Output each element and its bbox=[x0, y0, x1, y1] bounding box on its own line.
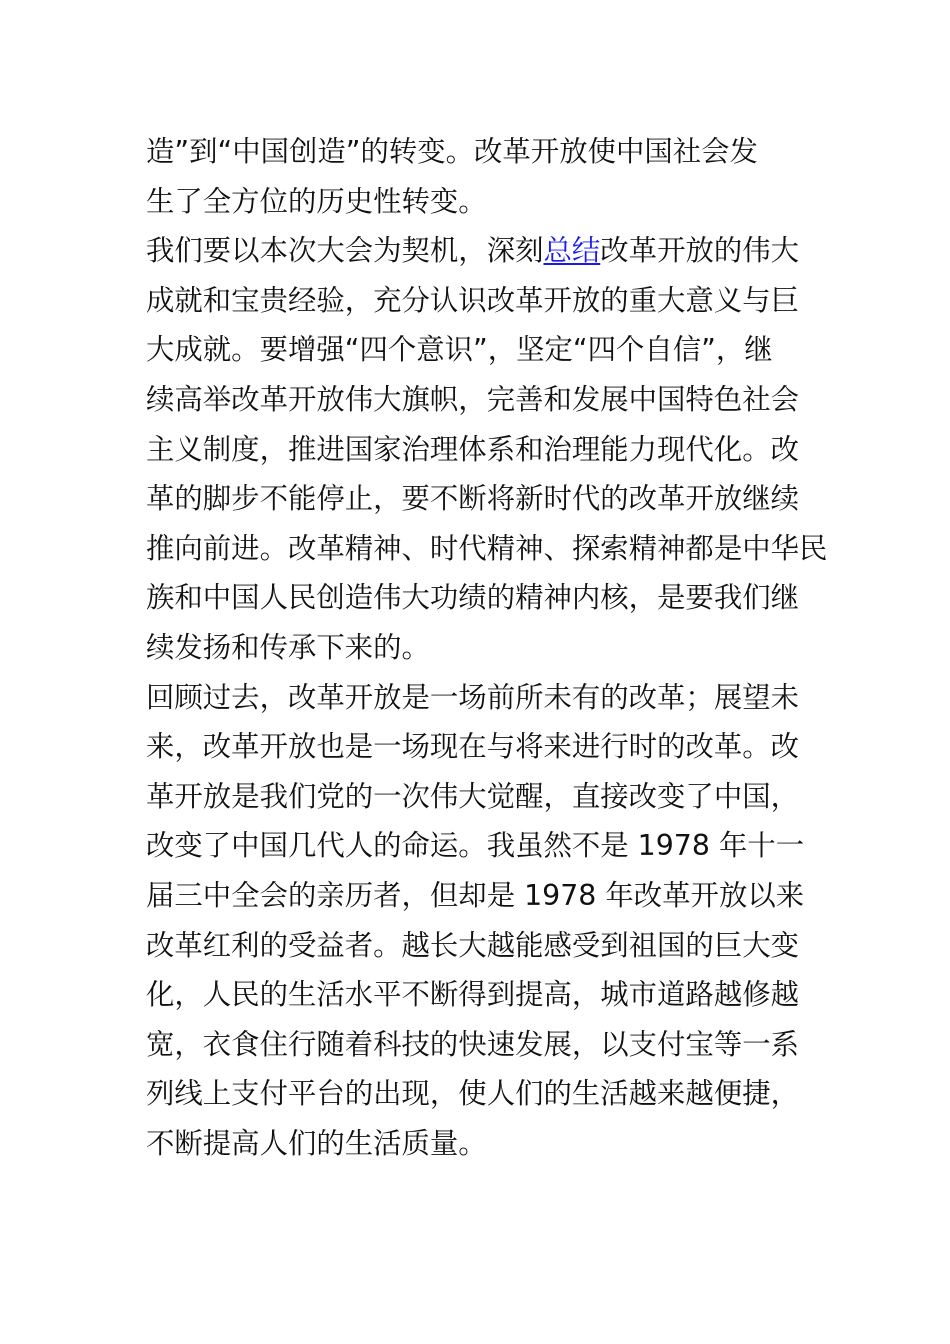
text-segment: 化，人民的生活水平不断得到提高，城市道路越修越 bbox=[146, 978, 799, 1012]
text-segment: 大成就。要增强“四个意识”，坚定“四个自信”，继 bbox=[146, 333, 773, 367]
text-line bbox=[146, 325, 816, 375]
text-segment: 革的脚步不能停止，要不断将新时代的改革开放继续 bbox=[146, 482, 799, 516]
text-segment: 革开放是我们党的一次伟大觉醒，直接改变了中国， bbox=[146, 779, 799, 813]
text-line bbox=[146, 970, 816, 1020]
text-segment: 生了全方位的历史性转变。 bbox=[146, 184, 487, 218]
document-body bbox=[146, 127, 828, 1168]
text-line bbox=[146, 375, 816, 425]
text-line bbox=[146, 1069, 816, 1119]
text-segment: 改变了中国几代人的命运。我虽然不是 1978 年十一 bbox=[146, 829, 805, 863]
text-segment: 改革开放的伟大 bbox=[600, 234, 800, 268]
text-line bbox=[146, 821, 816, 871]
text-segment: 来，改革开放也是一场现在与将来进行时的改革。改 bbox=[146, 730, 799, 764]
text-segment: 续高举改革开放伟大旗帜，完善和发展中国特色社会 bbox=[146, 382, 799, 416]
text-line bbox=[146, 127, 816, 177]
text-segment: 届三中全会的亲历者，但却是 1978 年改革开放以来 bbox=[146, 878, 805, 912]
text-line bbox=[146, 573, 816, 623]
text-segment: 改革红利的受益者。越长大越能感受到祖国的巨大变 bbox=[146, 928, 799, 962]
text-segment: 不断提高人们的生活质量。 bbox=[146, 1126, 487, 1160]
paragraph bbox=[146, 127, 816, 226]
text-line bbox=[146, 177, 816, 227]
text-segment: 族和中国人民创造伟大功绩的精神内核，是要我们继 bbox=[146, 581, 799, 615]
text-line bbox=[146, 425, 816, 475]
text-segment: 造”到“中国创造”的转变。改革开放使中国社会发 bbox=[146, 135, 758, 168]
text-segment: 主义制度，推进国家治理体系和治理能力现代化。改 bbox=[146, 432, 799, 466]
text-line bbox=[146, 871, 816, 921]
text-line bbox=[146, 474, 816, 524]
text-line bbox=[146, 276, 816, 326]
text-line bbox=[146, 921, 816, 971]
text-line bbox=[146, 1020, 816, 1070]
text-segment: 推向前进。改革精神、时代精神、探索精神都是中华民 bbox=[146, 531, 828, 565]
text-segment: 我们要以本次大会为契机，深刻 bbox=[146, 234, 544, 268]
text-segment: 续发扬和传承下来的。 bbox=[146, 630, 430, 664]
text-line bbox=[146, 226, 816, 276]
text-line bbox=[146, 673, 816, 723]
text-line bbox=[146, 772, 816, 822]
paragraph bbox=[146, 226, 828, 672]
hyperlink[interactable]: 总结 bbox=[543, 234, 601, 268]
text-line bbox=[146, 623, 816, 673]
paragraph bbox=[146, 673, 816, 1169]
text-line bbox=[146, 1119, 816, 1169]
text-line bbox=[146, 524, 828, 574]
text-segment: 列线上支付平台的出现，使人们的生活越来越便捷， bbox=[146, 1077, 799, 1111]
text-segment: 宽，衣食住行随着科技的快速发展，以支付宝等一系 bbox=[146, 1027, 799, 1061]
text-line bbox=[146, 722, 816, 772]
text-segment: 回顾过去，改革开放是一场前所未有的改革；展望未 bbox=[146, 680, 799, 714]
text-segment: 成就和宝贵经验，充分认识改革开放的重大意义与巨 bbox=[146, 283, 799, 317]
